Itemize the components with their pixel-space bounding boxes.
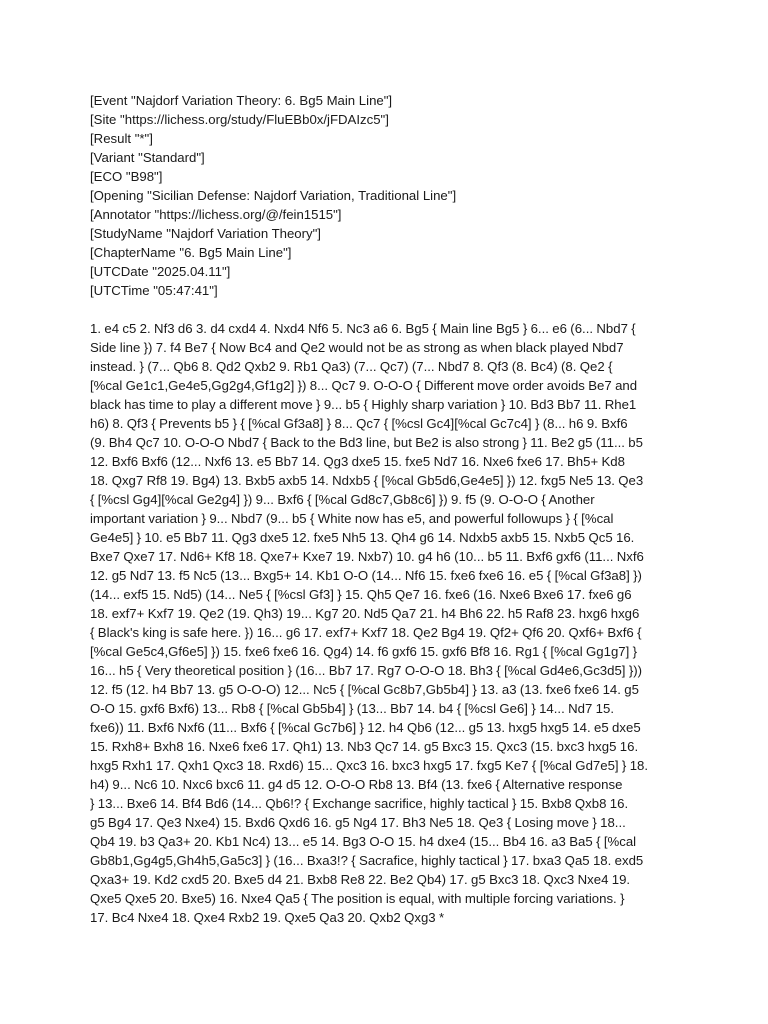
movetext-line: 12. g5 Nd7 13. f5 Nc5 (13... Bxg5+ 14. Kb1 O-O (14... Nf6 15. fxe6 fxe6 16. e5 { [%cal Gf3a8] }) bbox=[90, 568, 642, 583]
pgn-headers bbox=[90, 91, 686, 300]
movetext-line: Qb4 19. b3 Qa3+ 20. Kb1 Nc4) 13... e5 14. Bg3 O-O 15. h4 dxe4 (15... Bb4 16. a3 Ba5 { [%cal bbox=[90, 834, 637, 849]
movetext-line: h6) 8. Qf3 { Prevents b5 } { [%cal Gf3a8] } 8... Qc7 { [%csl Gc4][%cal Gc7c4] } (8... h6 9. Bxf6 bbox=[90, 416, 628, 431]
header-opening: [Opening "Sicilian Defense: Najdorf Variation, Traditional Line"] bbox=[90, 188, 457, 203]
movetext-line: 12. f5 (12. h4 Bb7 13. g5 O-O-O) 12... Nc5 { [%cal Gc8b7,Gb5b4] } 13. a3 (13. fxe6 fxe6 14. g5 bbox=[90, 682, 639, 697]
movetext-line: 17. Bc4 Nxe4 18. Qxe4 Rxb2 19. Qxe5 Qa3 20. Qxb2 Qxg3 * bbox=[90, 910, 445, 925]
movetext-line: 18. exf7+ Kxf7 19. Qe2 (19. Qh3) 19... Kg7 20. Nd5 Qa7 21. h4 Bh6 22. h5 Raf8 23. hxg6 hxg6 bbox=[90, 606, 640, 621]
header-variant: [Variant "Standard"] bbox=[90, 150, 205, 165]
movetext-line: hxg5 Rxh1 17. Qxh1 Qxc3 18. Rxd6) 15... Qxc3 16. bxc3 hxg5 17. fxg5 Ke7 { [%cal Gd7e5] } 18. bbox=[90, 758, 649, 773]
header-chapter-name: [ChapterName "6. Bg5 Main Line"] bbox=[90, 245, 292, 260]
movetext-line: [%cal Ge5c4,Gf6e5] }) 15. fxe6 fxe6 16. Qg4) 14. f6 gxf6 15. gxf6 Bf8 16. Rg1 { [%cal Gg1g7] } bbox=[90, 644, 638, 659]
movetext-line: fxe6)) 11. Bxf6 Nxf6 (11... Bxf6 { [%cal Gc7b6] } 12. h4 Qb6 (12... g5 13. hxg5 hxg5 14. e5 dxe5 bbox=[90, 720, 641, 735]
header-site: [Site "https://lichess.org/study/FluEBb0x/jFDAIzc5"] bbox=[90, 112, 389, 127]
movetext-line: (14... exf5 15. Nd5) (14... Ne5 { [%csl Gf3] } 15. Qh5 Qe7 16. fxe6 (16. Nxe6 Bxe6 17. fxe6 g6 bbox=[90, 587, 632, 602]
movetext-line: black has time to play a different move } 9... b5 { Highly sharp variation } 10. Bd3 Bb7 11. Rhe1 bbox=[90, 397, 637, 412]
movetext-line: { Black's king is safe here. }) 16... g6 17. exf7+ Kxf7 18. Qe2 Bg4 19. Qf2+ Qf6 20. Qxf6+ Bxf6 { bbox=[90, 625, 642, 640]
movetext-line: } 13... Bxe6 14. Bf4 Bd6 (14... Qb6!? { Exchange sacrifice, highly tactical } 15. Bxb8 Qxb8 16. bbox=[90, 796, 629, 811]
movetext-line: 12. Bxf6 Bxf6 (12... Nxf6 13. e5 Bb7 14. Qg3 dxe5 15. fxe5 Nd7 16. Nxe6 fxe6 17. Bh5+ Kd8 bbox=[90, 454, 625, 469]
movetext-line: Qxa3+ 19. Kd2 cxd5 20. Bxe5 d4 21. Bxb8 Re8 22. Be2 Qb4) 17. g5 Bxc3 18. Qxc3 Nxe4 19. bbox=[90, 872, 631, 887]
header-study-name: [StudyName "Najdorf Variation Theory"] bbox=[90, 226, 321, 241]
header-utc-date: [UTCDate "2025.04.11"] bbox=[90, 264, 231, 279]
movetext-line: 16... h5 { Very theoretical position } (16... Bb7 17. Rg7 O-O-O 18. Bh3 { [%cal Gd4e6,Gc3d5] })) bbox=[90, 663, 643, 678]
header-event: [Event "Najdorf Variation Theory: 6. Bg5 Main Line"] bbox=[90, 93, 393, 108]
movetext-line: O-O 15. gxf6 Bxf6) 13... Rb8 { [%cal Gb5b4] } (13... Bb7 14. b4 { [%csl Ge6] } 14... Nd7 15. bbox=[90, 701, 614, 716]
header-annotator: [Annotator "https://lichess.org/@/fein1515"] bbox=[90, 207, 342, 222]
movetext-line: Ge4e5] } 10. e5 Bb7 11. Qg3 dxe5 12. fxe5 Nh5 13. Qh4 g6 14. Ndxb5 axb5 15. Nxb5 Qc5 16. bbox=[90, 530, 635, 545]
movetext-line: Qxe5 Qxe5 20. Bxe5) 16. Nxe4 Qa5 { The position is equal, with multiple forcing variations. } bbox=[90, 891, 625, 906]
movetext-line: { [%csl Gg4][%cal Ge2g4] }) 9... Bxf6 { [%cal Gd8c7,Gb8c6] }) 9. f5 (9. O-O-O { Another bbox=[90, 492, 595, 507]
movetext-line: [%cal Ge1c1,Ge4e5,Gg2g4,Gf1g2] }) 8... Qc7 9. O-O-O { Different move order avoids Be7 and bbox=[90, 378, 638, 393]
header-eco: [ECO "B98"] bbox=[90, 169, 163, 184]
pgn-document bbox=[90, 91, 686, 927]
movetext-line: Side line }) 7. f4 Be7 { Now Bc4 and Qe2 would not be as strong as when black played Nbd7 bbox=[90, 340, 624, 355]
movetext-line: instead. } (7... Qb6 8. Qd2 Qxb2 9. Rb1 Qa3) (7... Qc7) (7... Nbd7 8. Qf3 (8. Bc4) (8. Qe2 { bbox=[90, 359, 613, 374]
pgn-movetext bbox=[90, 319, 686, 927]
header-utc-time: [UTCTime "05:47:41"] bbox=[90, 283, 218, 298]
movetext-line: 18. Qxg7 Rf8 19. Bg4) 13. Bxb5 axb5 14. Ndxb5 { [%cal Gb5d6,Ge4e5] }) 12. fxg5 Ne5 13. Qe3 bbox=[90, 473, 644, 488]
movetext-line: g5 Bg4 17. Qe3 Nxe4) 15. Bxd6 Qxd6 16. g5 Ng4 17. Bh3 Ne5 18. Qe3 { Losing move } 18... bbox=[90, 815, 626, 830]
movetext-line: 15. Rxh8+ Bxh8 16. Nxe6 fxe6 17. Qh1) 13. Nb3 Qc7 14. g5 Bxc3 15. Qxc3 (15. bxc3 hxg5 16. bbox=[90, 739, 639, 754]
movetext-line: Gb8b1,Gg4g5,Gh4h5,Ga5c3] } (16... Bxa3!? { Sacrafice, highly tactical } 17. bxa3 Qa5 18. exd5 bbox=[90, 853, 644, 868]
movetext-line: (9. Bh4 Qc7 10. O-O-O Nbd7 { Back to the Bd3 line, but Be2 is also strong } 11. Be2 g5 (11... b5 bbox=[90, 435, 643, 450]
header-result: [Result "*"] bbox=[90, 131, 153, 146]
movetext-line: important variation } 9... Nbd7 (9... b5 { White now has e5, and powerful followups } { [%cal bbox=[90, 511, 614, 526]
movetext-line: h4) 9... Nc6 10. Nxc6 bxc6 11. g4 d5 12. O-O-O Rb8 13. Bf4 (13. fxe6 { Alternative response bbox=[90, 777, 623, 792]
movetext-line: Bxe7 Qxe7 17. Nd6+ Kf8 18. Qxe7+ Kxe7 19. Nxb7) 10. g4 h6 (10... b5 11. Bxf6 gxf6 (11... Nxf6 bbox=[90, 549, 644, 564]
movetext-line: 1. e4 c5 2. Nf3 d6 3. d4 cxd4 4. Nxd4 Nf6 5. Nc3 a6 6. Bg5 { Main line Bg5 } 6... e6 (6... Nbd7 { bbox=[90, 321, 636, 336]
